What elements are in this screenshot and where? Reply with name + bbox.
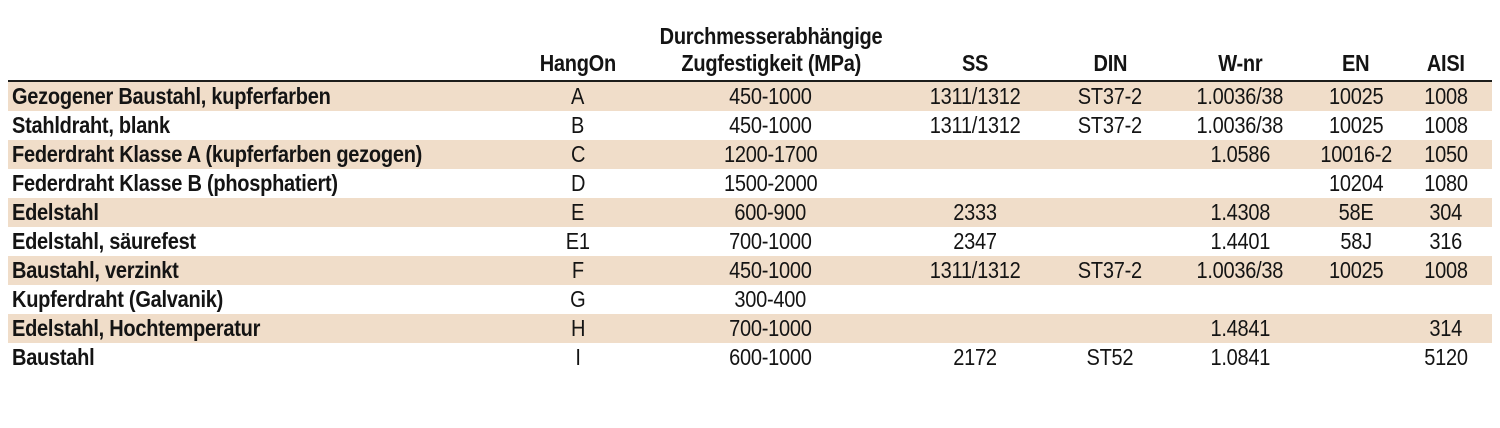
- material-spec-table: [8, 0, 1492, 372]
- cell-wnr: 1.4308: [1210, 199, 1270, 225]
- cell-en: [1312, 343, 1400, 372]
- cell-din: [1052, 140, 1168, 169]
- cell-aisi: 304: [1429, 199, 1463, 225]
- cell-en: 10025: [1328, 257, 1384, 283]
- cell-en: 10025: [1328, 112, 1384, 138]
- col-header-aisi: AISI: [1400, 0, 1492, 81]
- cell-zugfestigkeit: 450-1000: [729, 83, 812, 109]
- cell-ss: [898, 169, 1052, 198]
- table-row: [8, 111, 1492, 140]
- cell-hangon: G: [570, 286, 586, 312]
- cell-din: [1052, 198, 1168, 227]
- cell-hangon: B: [571, 112, 585, 138]
- cell-ss: 1311/1312: [929, 83, 1021, 109]
- table-body: [8, 81, 1492, 372]
- col-header-wnr: W-nr: [1168, 0, 1312, 81]
- cell-hangon: F: [572, 257, 584, 283]
- col-header-ss: SS: [898, 0, 1052, 81]
- cell-wnr: 1.0841: [1210, 344, 1270, 370]
- cell-material: Gezogener Baustahl, kupferfarben: [12, 83, 331, 109]
- cell-wnr: 1.0586: [1210, 141, 1270, 167]
- cell-en: 58E: [1338, 199, 1374, 225]
- cell-material: Federdraht Klasse A (kupferfarben gezogen): [12, 141, 423, 167]
- cell-en: [1312, 285, 1400, 314]
- cell-zugfestigkeit: 300-400: [734, 286, 807, 312]
- col-header-en: EN: [1312, 0, 1400, 81]
- cell-ss: [898, 140, 1052, 169]
- cell-hangon: H: [570, 315, 586, 341]
- cell-zugfestigkeit: 1200-1700: [723, 141, 818, 167]
- cell-hangon: I: [575, 344, 581, 370]
- table-row: [8, 140, 1492, 169]
- cell-aisi: 1080: [1424, 170, 1468, 196]
- cell-din: [1052, 314, 1168, 343]
- cell-hangon: E: [571, 199, 585, 225]
- cell-material: Baustahl: [12, 344, 95, 370]
- cell-wnr: [1168, 169, 1312, 198]
- cell-ss: 1311/1312: [929, 112, 1021, 138]
- cell-zugfestigkeit: 600-1000: [729, 344, 812, 370]
- cell-material: Baustahl, verzinkt: [12, 257, 179, 283]
- table-row: [8, 285, 1492, 314]
- header-row: [8, 0, 1492, 81]
- cell-en: 58J: [1340, 228, 1372, 254]
- cell-ss: [898, 285, 1052, 314]
- table-header: [8, 0, 1492, 81]
- cell-aisi: [1400, 285, 1492, 314]
- cell-wnr: [1168, 285, 1312, 314]
- cell-zugfestigkeit: 450-1000: [729, 257, 812, 283]
- table-row: [8, 198, 1492, 227]
- cell-material: Edelstahl: [12, 199, 99, 225]
- cell-hangon: E1: [566, 228, 590, 254]
- cell-wnr: 1.0036/38: [1196, 257, 1284, 283]
- cell-wnr: 1.0036/38: [1196, 83, 1284, 109]
- cell-din: ST37-2: [1077, 257, 1143, 283]
- cell-wnr: 1.4401: [1210, 228, 1270, 254]
- zugfestigkeit-header-line2: Zugfestigkeit (MPa): [681, 50, 861, 76]
- cell-zugfestigkeit: 1500-2000: [723, 170, 818, 196]
- cell-aisi: 5120: [1424, 344, 1468, 370]
- cell-material: Federdraht Klasse B (phosphatiert): [12, 170, 338, 196]
- cell-ss: 2172: [953, 344, 997, 370]
- cell-zugfestigkeit: 450-1000: [729, 112, 812, 138]
- cell-material: Kupferdraht (Galvanik): [12, 286, 224, 312]
- cell-en: 10025: [1328, 83, 1384, 109]
- cell-aisi: 1008: [1424, 83, 1468, 109]
- cell-ss: 2333: [953, 199, 997, 225]
- cell-en: 10016-2: [1320, 141, 1392, 167]
- cell-din: ST37-2: [1077, 83, 1143, 109]
- cell-wnr: 1.0036/38: [1196, 112, 1284, 138]
- cell-ss: 2347: [953, 228, 997, 254]
- cell-hangon: D: [570, 170, 586, 196]
- table-row: [8, 256, 1492, 285]
- cell-din: [1052, 169, 1168, 198]
- cell-material: Edelstahl, Hochtemperatur: [12, 315, 261, 341]
- cell-din: [1052, 285, 1168, 314]
- cell-zugfestigkeit: 700-1000: [729, 228, 812, 254]
- cell-hangon: A: [571, 83, 585, 109]
- cell-aisi: 1008: [1424, 257, 1468, 283]
- cell-din: ST37-2: [1077, 112, 1143, 138]
- col-header-din: DIN: [1052, 0, 1168, 81]
- cell-zugfestigkeit: 600-900: [734, 199, 807, 225]
- col-header-zugfestigkeit: [643, 0, 898, 81]
- col-header-material: [8, 0, 513, 81]
- table-row: [8, 81, 1492, 111]
- cell-ss: 1311/1312: [929, 257, 1021, 283]
- cell-din: ST52: [1086, 344, 1134, 370]
- cell-aisi: 1050: [1424, 141, 1468, 167]
- cell-aisi: 314: [1429, 315, 1463, 341]
- cell-din: [1052, 227, 1168, 256]
- cell-en: 10204: [1328, 170, 1384, 196]
- cell-material: Edelstahl, säurefest: [12, 228, 196, 254]
- cell-material: Stahldraht, blank: [12, 112, 170, 138]
- cell-ss: [898, 314, 1052, 343]
- table-row: [8, 343, 1492, 372]
- cell-hangon: C: [570, 141, 586, 167]
- cell-en: [1312, 314, 1400, 343]
- cell-aisi: 316: [1429, 228, 1463, 254]
- cell-aisi: 1008: [1424, 112, 1468, 138]
- table-row: [8, 314, 1492, 343]
- table-row: [8, 227, 1492, 256]
- table-row: [8, 169, 1492, 198]
- col-header-hangon: HangOn: [513, 0, 643, 81]
- cell-zugfestigkeit: 700-1000: [729, 315, 812, 341]
- cell-wnr: 1.4841: [1210, 315, 1270, 341]
- zugfestigkeit-header-line1: Durchmesserabhängige: [659, 23, 883, 49]
